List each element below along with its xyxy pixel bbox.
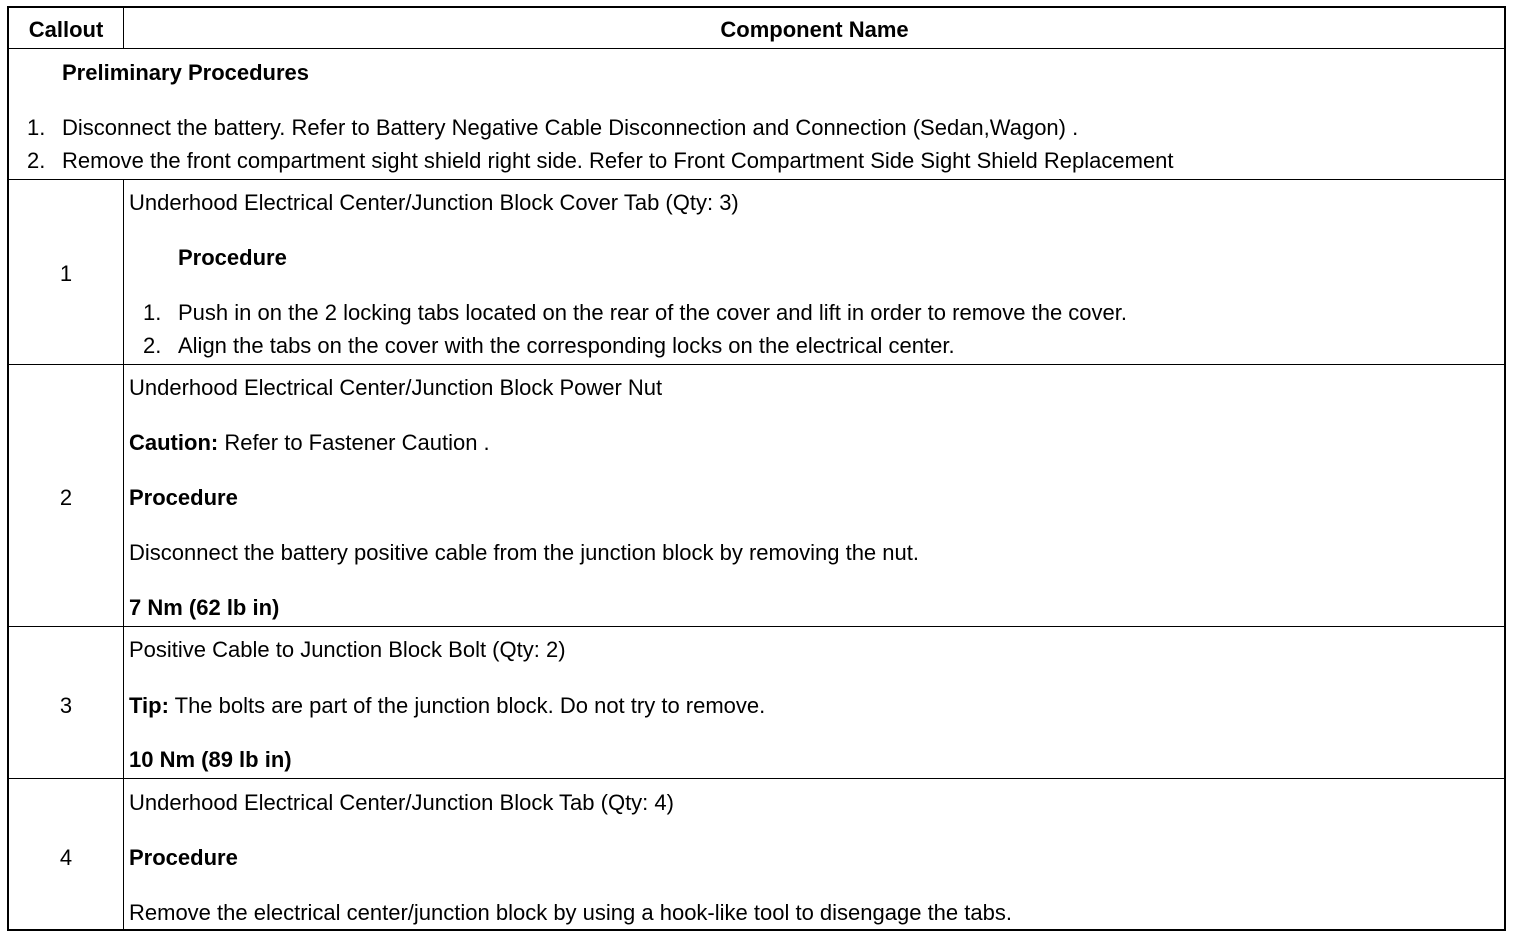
callout-number: 1 (59, 261, 73, 286)
component-name: Underhood Electrical Center/Junction Block Power Nut (129, 375, 663, 400)
step-num: 2. (143, 333, 162, 358)
procedure-text: Remove the electrical center/junction block by using a hook-like tool to disengage the tabs. (129, 900, 1012, 925)
preliminary-title: Preliminary Procedures (62, 60, 310, 85)
tip-text: The bolts are part of the junction block. Do not try to remove. (168, 693, 766, 718)
step-text: Align the tabs on the cover with the corresponding locks on the electrical center. (178, 333, 955, 358)
caution-note (129, 430, 490, 456)
header-component-name: Component Name (720, 17, 909, 42)
caution-text: Refer to Fastener Caution . (218, 430, 490, 455)
row-divider (9, 626, 1504, 627)
component-name: Positive Cable to Junction Block Bolt (Qty: 2) (129, 637, 566, 662)
preliminary-step-text: Disconnect the battery. Refer to Battery Negative Cable Disconnection and Connection (Sedan,Wagon) . (62, 115, 1079, 140)
preliminary-step-text: Remove the front compartment sight shield right side. Refer to Front Compartment Side Sight Shield Replacement (62, 148, 1174, 173)
component-name: Underhood Electrical Center/Junction Block Cover Tab (Qty: 3) (129, 190, 739, 215)
callout-number: 2 (59, 485, 73, 510)
header-callout: Callout (28, 17, 104, 42)
row-divider (9, 364, 1504, 365)
caution-label: Caution: (129, 430, 219, 455)
row-divider (9, 778, 1504, 779)
row-divider (9, 48, 1504, 49)
tip-note (129, 693, 765, 719)
step-num: 1. (143, 300, 162, 325)
torque-spec: 10 Nm (89 lb in) (129, 747, 292, 772)
header-divider (123, 8, 124, 49)
procedure-text: Disconnect the battery positive cable from the junction block by removing the nut. (129, 540, 919, 565)
torque-spec: 7 Nm (62 lb in) (129, 595, 280, 620)
step-text: Push in on the 2 locking tabs located on the rear of the cover and lift in order to remove the cover. (178, 300, 1127, 325)
preliminary-step-num: 2. (27, 148, 46, 173)
tip-label: Tip: (129, 693, 169, 718)
procedure-label: Procedure (129, 845, 238, 870)
column-divider (123, 179, 124, 931)
procedure-label: Procedure (178, 245, 287, 270)
preliminary-step-num: 1. (27, 115, 46, 140)
procedure-label: Procedure (129, 485, 238, 510)
row-divider (9, 179, 1504, 180)
component-name: Underhood Electrical Center/Junction Block Tab (Qty: 4) (129, 790, 674, 815)
procedure-table (7, 6, 1506, 931)
callout-number: 3 (59, 693, 73, 718)
callout-number: 4 (59, 845, 73, 870)
